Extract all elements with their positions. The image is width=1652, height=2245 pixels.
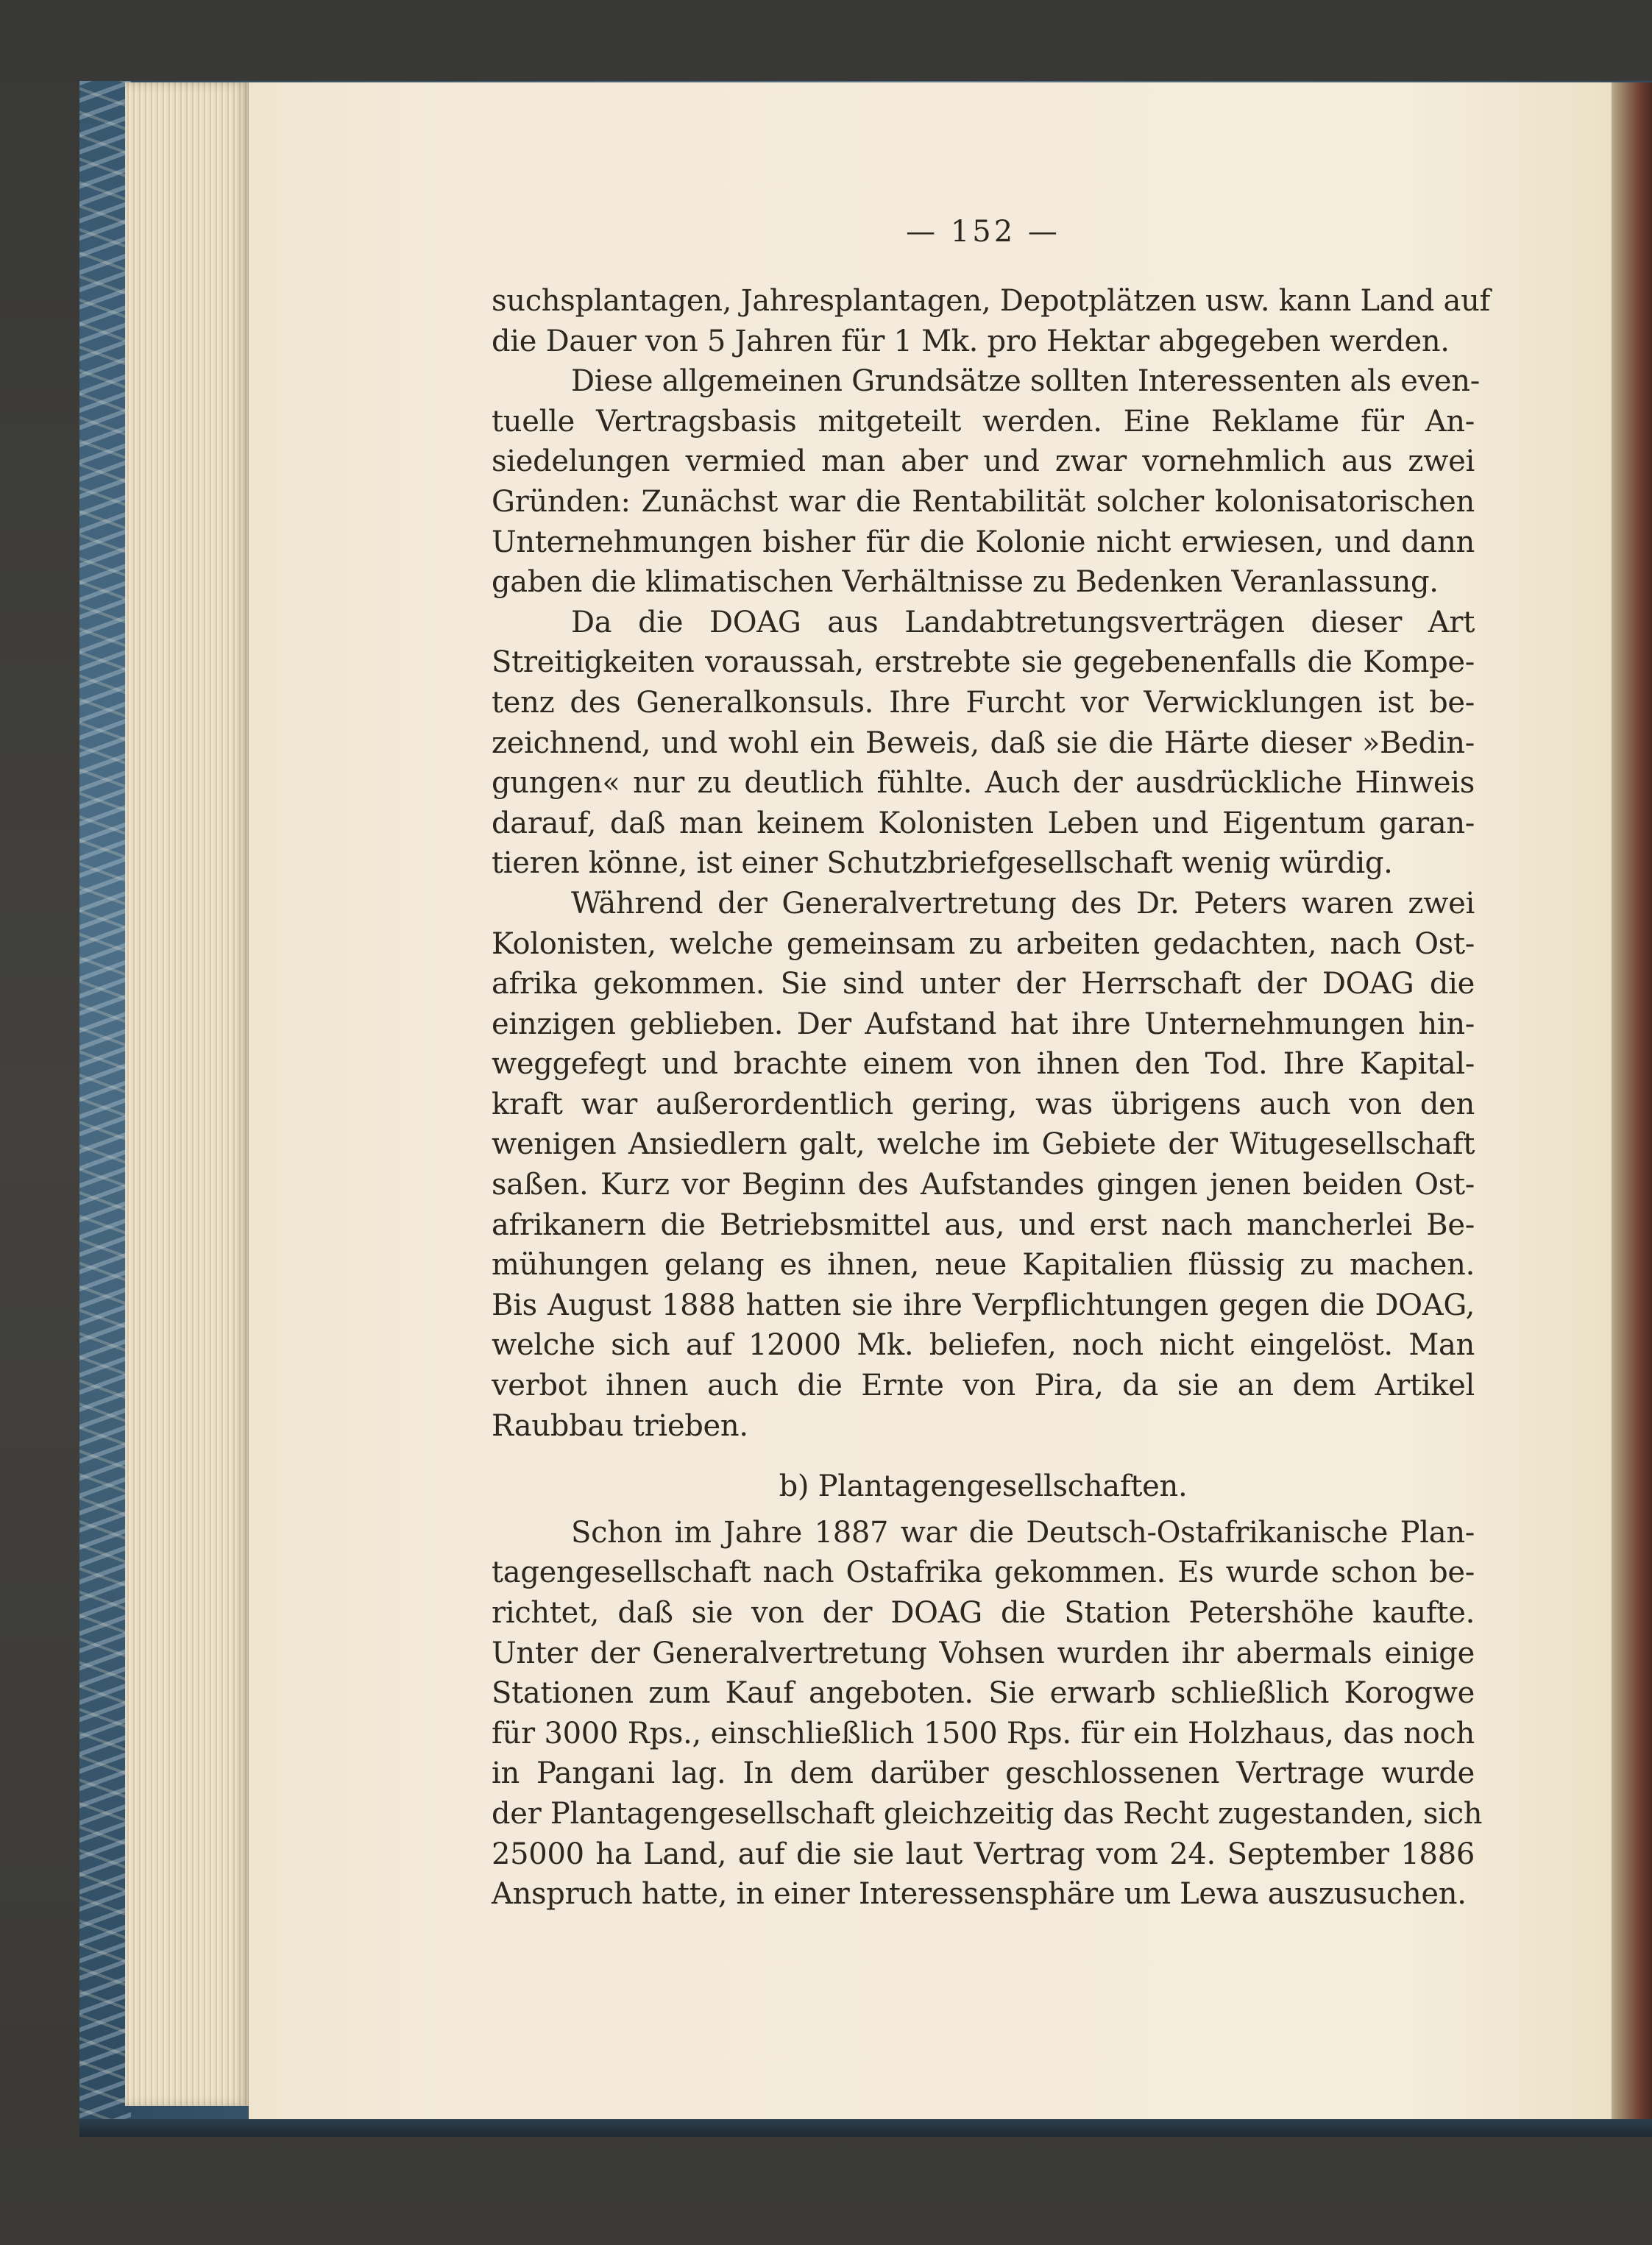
facing-page-edge	[1612, 82, 1652, 2121]
text-line: welche sich auf 12000 Mk. beliefen, noch nicht eingelöst. Man	[492, 1328, 1475, 1363]
text-line: siedelungen vermied man aber und zwar vornehmlich aus zwei	[492, 444, 1475, 479]
text-line: tieren könne, ist einer Schutzbriefgesellschaft wenig würdig.	[492, 846, 1393, 881]
text-line: suchsplantagen, Jahresplantagen, Depotplätzen usw. kann Land auf	[492, 284, 1491, 318]
text-line: weggefegt und brachte einem von ihnen den Tod. Ihre Kapital-	[492, 1047, 1475, 1082]
text-line: kraft war außerordentlich gering, was übrigens auch von den	[492, 1087, 1475, 1121]
paragraph	[492, 603, 1475, 884]
text-line: gaben die klimatischen Verhältnisse zu Bedenken Veranlassung.	[492, 565, 1439, 600]
paragraph	[492, 884, 1475, 1446]
paragraph	[492, 281, 1491, 361]
text-line: Kolonisten, welche gemeinsam zu arbeiten gedachten, nach Ost-	[492, 926, 1475, 961]
text-line: für 3000 Rps., einschließlich 1500 Rps. für ein Holzhaus, das noch	[492, 1716, 1475, 1751]
text-line: mühungen gelang es ihnen, neue Kapitalien flüssig zu machen.	[492, 1248, 1475, 1283]
text-line: verbot ihnen auch die Ernte von Pira, da sie an dem Artikel	[492, 1369, 1475, 1403]
text-line: Stationen zum Kauf angeboten. Sie erwarb schließlich Korogwe	[492, 1676, 1475, 1711]
text-line: Während der Generalvertretung des Dr. Peters waren zwei	[571, 886, 1475, 921]
text-line: Unternehmungen bisher für die Kolonie nicht erwiesen, und dann	[492, 525, 1475, 559]
text-line: Schon im Jahre 1887 war die Deutsch-Ostafrikanische Plan-	[571, 1515, 1475, 1550]
page-number: — 152 —	[906, 215, 1060, 249]
text-line: richtet, daß sie von der DOAG die Station Petershöhe kaufte.	[492, 1596, 1475, 1630]
text-line: gungen« nur zu deutlich fühlte. Auch der ausdrückliche Hinweis	[492, 766, 1475, 801]
paragraph	[492, 361, 1480, 603]
text-line: Unter der Generalvertretung Vohsen wurden ihr abermals einige	[492, 1636, 1475, 1670]
book-bottom-edge	[79, 2119, 1652, 2137]
text-line: Streitigkeiten voraussah, erstrebte sie gegebenenfalls die Kompe-	[492, 645, 1475, 680]
text-line: Diese allgemeinen Grundsätze sollten Interessenten als even-	[571, 364, 1480, 399]
text-line: tagengesellschaft nach Ostafrika gekommen. Es wurde schon be-	[492, 1556, 1475, 1590]
text-line: afrika gekommen. Sie sind unter der Herrschaft der DOAG die	[492, 967, 1475, 1001]
text-line: einzigen geblieben. Der Aufstand hat ihre Unternehmungen hin-	[492, 1007, 1475, 1041]
text-line: zeichnend, und wohl ein Beweis, daß sie die Härte dieser »Bedin-	[492, 726, 1475, 760]
body-text	[492, 281, 1491, 1915]
text-line: der Plantagengesellschaft gleichzeitig das Recht zugestanden, sich	[492, 1796, 1483, 1831]
text-line: darauf, daß man keinem Kolonisten Leben und Eigentum garan-	[492, 806, 1475, 840]
text-line: Gründen: Zunächst war die Rentabilität solcher kolonisatorischen	[492, 484, 1475, 519]
marbled-cover-edge	[79, 81, 131, 2134]
text-line: afrikanern die Betriebsmittel aus, und erst nach mancherlei Be-	[492, 1207, 1475, 1242]
section-heading: b) Plantagengesellschaften.	[779, 1469, 1188, 1504]
text-line: Anspruch hatte, in einer Interessensphäre um Lewa auszusuchen.	[492, 1877, 1467, 1912]
text-line: tuelle Vertragsbasis mitgeteilt werden. Eine Reklame für An-	[492, 404, 1475, 439]
text-line: tenz des Generalkonsuls. Ihre Furcht vor Verwicklungen ist be-	[492, 685, 1475, 720]
text-line: Da die DOAG aus Landabtretungsverträgen dieser Art	[571, 605, 1475, 639]
page-stack-edge	[125, 82, 250, 2106]
text-line: wenigen Ansiedlern galt, welche im Gebiete der Witugesellschaft	[492, 1127, 1475, 1162]
text-line: die Dauer von 5 Jahren für 1 Mk. pro Hektar abgegeben werden.	[492, 324, 1450, 358]
text-line: in Pangani lag. In dem darüber geschlossenen Vertrage wurde	[492, 1756, 1475, 1791]
text-line: 25000 ha Land, auf die sie laut Vertrag vom 24. September 1886	[492, 1837, 1475, 1871]
text-line: Raubbau trieben.	[492, 1408, 748, 1443]
text-line: Bis August 1888 hatten sie ihre Verpflichtungen gegen die DOAG,	[492, 1288, 1475, 1322]
text-line: saßen. Kurz vor Beginn des Aufstandes gingen jenen beiden Ost-	[492, 1168, 1475, 1202]
paragraph	[492, 1513, 1483, 1915]
